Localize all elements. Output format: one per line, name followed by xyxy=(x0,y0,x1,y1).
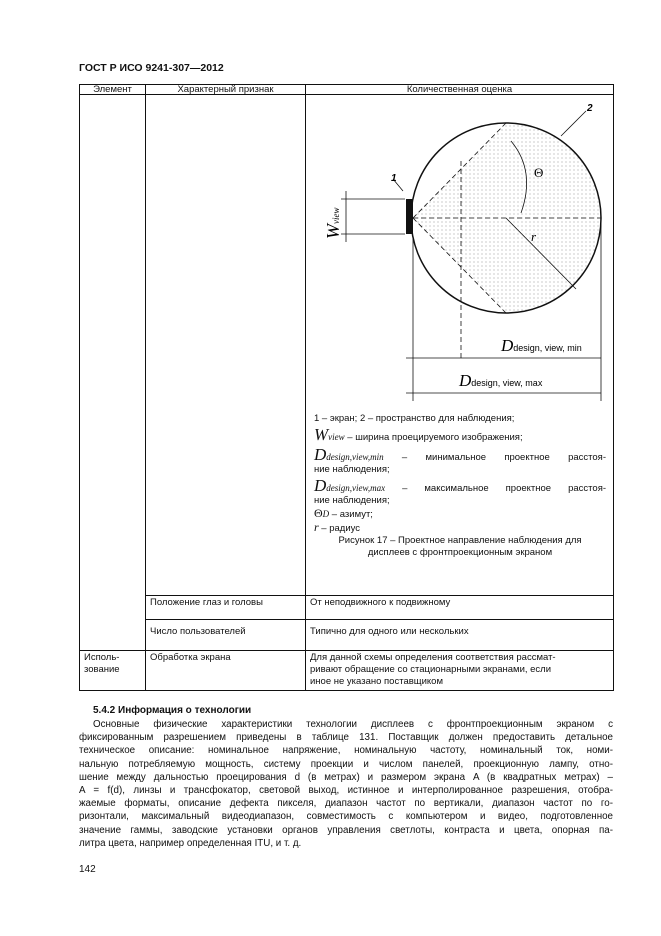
screen-shape xyxy=(406,199,413,234)
symbol: r xyxy=(314,520,319,534)
legend-text: – минимальное проектное расстоя- xyxy=(383,452,606,463)
table-row xyxy=(80,95,614,596)
column-header: Количественная оценка xyxy=(306,85,614,95)
legend-line xyxy=(314,521,606,535)
paragraph-line: Основные физические характеристики технологии дисплеев с фронтпроекционным экраном с xyxy=(93,719,613,730)
legend-line xyxy=(314,425,606,444)
caption-line: Рисунок 17 – Проектное направление наблюдения для xyxy=(338,535,582,546)
d-min-label: Ddesign, view, min xyxy=(501,336,582,355)
table-row xyxy=(80,620,614,651)
value-cell: Типично для одного или нескольких xyxy=(306,620,614,651)
label-1: 1 xyxy=(391,173,397,184)
section-title: 5.4.2 Информация о технологии xyxy=(93,705,252,716)
paragraph-line: жаемые форматы, описание дефекта пикселя, диапазон частот по вертикали, диапазон частот по го- xyxy=(79,798,613,810)
figure-caption xyxy=(314,535,606,559)
table-row xyxy=(80,651,614,691)
legend-line xyxy=(314,507,606,521)
subscript: view xyxy=(328,432,345,442)
theta-label: Θ xyxy=(534,165,544,180)
legend-line: ние наблюдения; xyxy=(314,495,390,506)
column-header: Элемент xyxy=(80,85,146,95)
symbol: Θ xyxy=(314,506,323,520)
legend-line: ние наблюдения; xyxy=(314,464,390,475)
symbol: D xyxy=(314,445,327,464)
legend-text: – азимут; xyxy=(329,509,373,520)
symbol: W xyxy=(314,425,329,444)
body-paragraph xyxy=(79,718,613,850)
label-2: 2 xyxy=(587,103,593,114)
r-label: r xyxy=(531,229,537,244)
symbol: D xyxy=(314,476,327,495)
page-number: 142 xyxy=(79,864,96,875)
document-header: ГОСТ Р ИСО 9241-307—2012 xyxy=(79,62,224,74)
legend-text: – радиус xyxy=(318,523,361,534)
paragraph-line: литра цвета, например определенная ITU, и т. д. xyxy=(79,837,302,849)
legend-line: 1 – экран; 2 – пространство для наблюдения; xyxy=(314,413,515,424)
caption-line: дисплеев с фронтпроекционным экраном xyxy=(367,547,553,558)
w-view-label: Wview xyxy=(323,207,343,239)
legend-line xyxy=(314,445,606,464)
paragraph-line: A = f(d), линзы и трансфокатор, световой выход, истинное и интерполированное разрешения, отобра- xyxy=(79,785,613,797)
table-header-row xyxy=(80,85,614,95)
value-cell: Для данной схемы определения соответствия рассмат- ривают обращение со стационарными экранами, если иное не указано поставщиком xyxy=(306,651,614,691)
feature-cell: Положение глаз и головы xyxy=(146,596,306,620)
d-max-label: Ddesign, view, max xyxy=(459,371,543,390)
paragraph-line: фиксированным разрешением приведены в таблице 131. Поставщик должен предоставить детальное xyxy=(79,732,613,744)
paragraph-line: шение между дальностью проецирования d (в метрах) и размером экрана A (в квадратных метрах) – xyxy=(79,771,613,783)
legend-line xyxy=(314,476,606,495)
feature-cell: Число пользователей xyxy=(146,620,306,651)
subscript: D xyxy=(322,509,330,519)
legend-text: – ширина проецируемого изображения; xyxy=(344,432,523,443)
paragraph-line: ризонтали, максимальный видеодиапазон, совместимость с компьютером и видео, подготовленное xyxy=(79,811,613,823)
requirements-table xyxy=(79,84,614,691)
table-row xyxy=(80,596,614,620)
paragraph-line: значение гаммы, заводские установки органов управления светлоты, контраста и цвета, опорная па- xyxy=(79,824,613,836)
figure-legend xyxy=(314,413,606,559)
subscript: design,view,max xyxy=(326,483,386,493)
legend-text: – максимальное проектное расстоя- xyxy=(385,483,606,494)
figure-cell xyxy=(306,95,614,596)
subscript: design,view,min xyxy=(326,452,384,462)
paragraph-line: техническое описание: номинальное напряжение, номинальную частоту, номинальный ток, номи- xyxy=(79,745,613,757)
viewing-space-diagram xyxy=(306,95,614,415)
column-header: Характерный признак xyxy=(146,85,306,95)
feature-cell: Обработка экрана xyxy=(146,651,306,691)
element-cell: Исполь- зование xyxy=(80,651,146,691)
value-cell: От неподвижного к подвижному xyxy=(306,596,614,620)
paragraph-line: нальную потребляемую мощность, систему проекции и числом панелей, проекционную лампу, отно- xyxy=(79,758,613,770)
